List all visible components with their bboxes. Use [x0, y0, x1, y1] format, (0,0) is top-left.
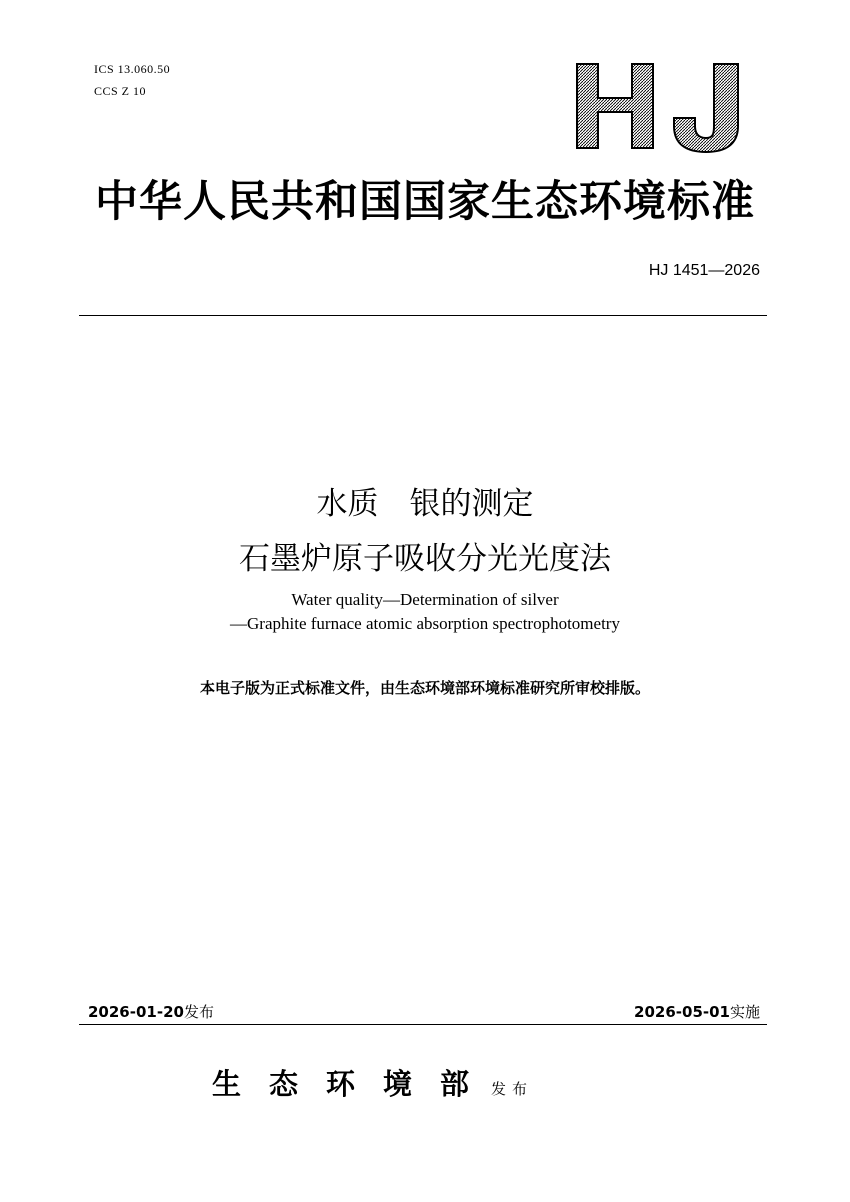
implement-date-block — [634, 1001, 760, 1022]
hj-logo — [574, 60, 744, 156]
classification-codes — [94, 58, 170, 102]
top-divider — [79, 315, 767, 316]
title-cn-line2: 石墨炉原子吸收分光光度法 — [239, 541, 611, 577]
bottom-divider — [79, 1024, 767, 1025]
ics-code: ICS 13.060.50 — [94, 62, 171, 76]
implement-date: 2026-05-01 — [634, 1003, 730, 1021]
title-en-line1: Water quality—Determination of silver — [291, 590, 559, 609]
issuer-action: 发布 — [491, 1080, 534, 1098]
publish-date: 2026-01-20 — [88, 1003, 184, 1021]
ccs-code: CCS Z 10 — [94, 84, 147, 98]
issuer-org: 生态环境部 — [212, 1067, 498, 1101]
issuer — [212, 1062, 533, 1103]
standard-category-title: 中华人民共和国国家生态环境标准 — [95, 177, 755, 227]
title-en-line2: —Graphite furnace atomic absorption spectrophotometry — [230, 614, 620, 633]
electronic-version-notice: 本电子版为正式标准文件，由生态环境部环境标准研究所审校排版。 — [199, 679, 650, 697]
publish-date-block — [88, 1001, 214, 1022]
implement-label: 实施 — [729, 1003, 760, 1021]
title-cn-line1: 水质 银的测定 — [316, 486, 534, 522]
standard-number: HJ 1451—2026 — [648, 262, 760, 279]
publish-label: 发布 — [183, 1003, 214, 1021]
